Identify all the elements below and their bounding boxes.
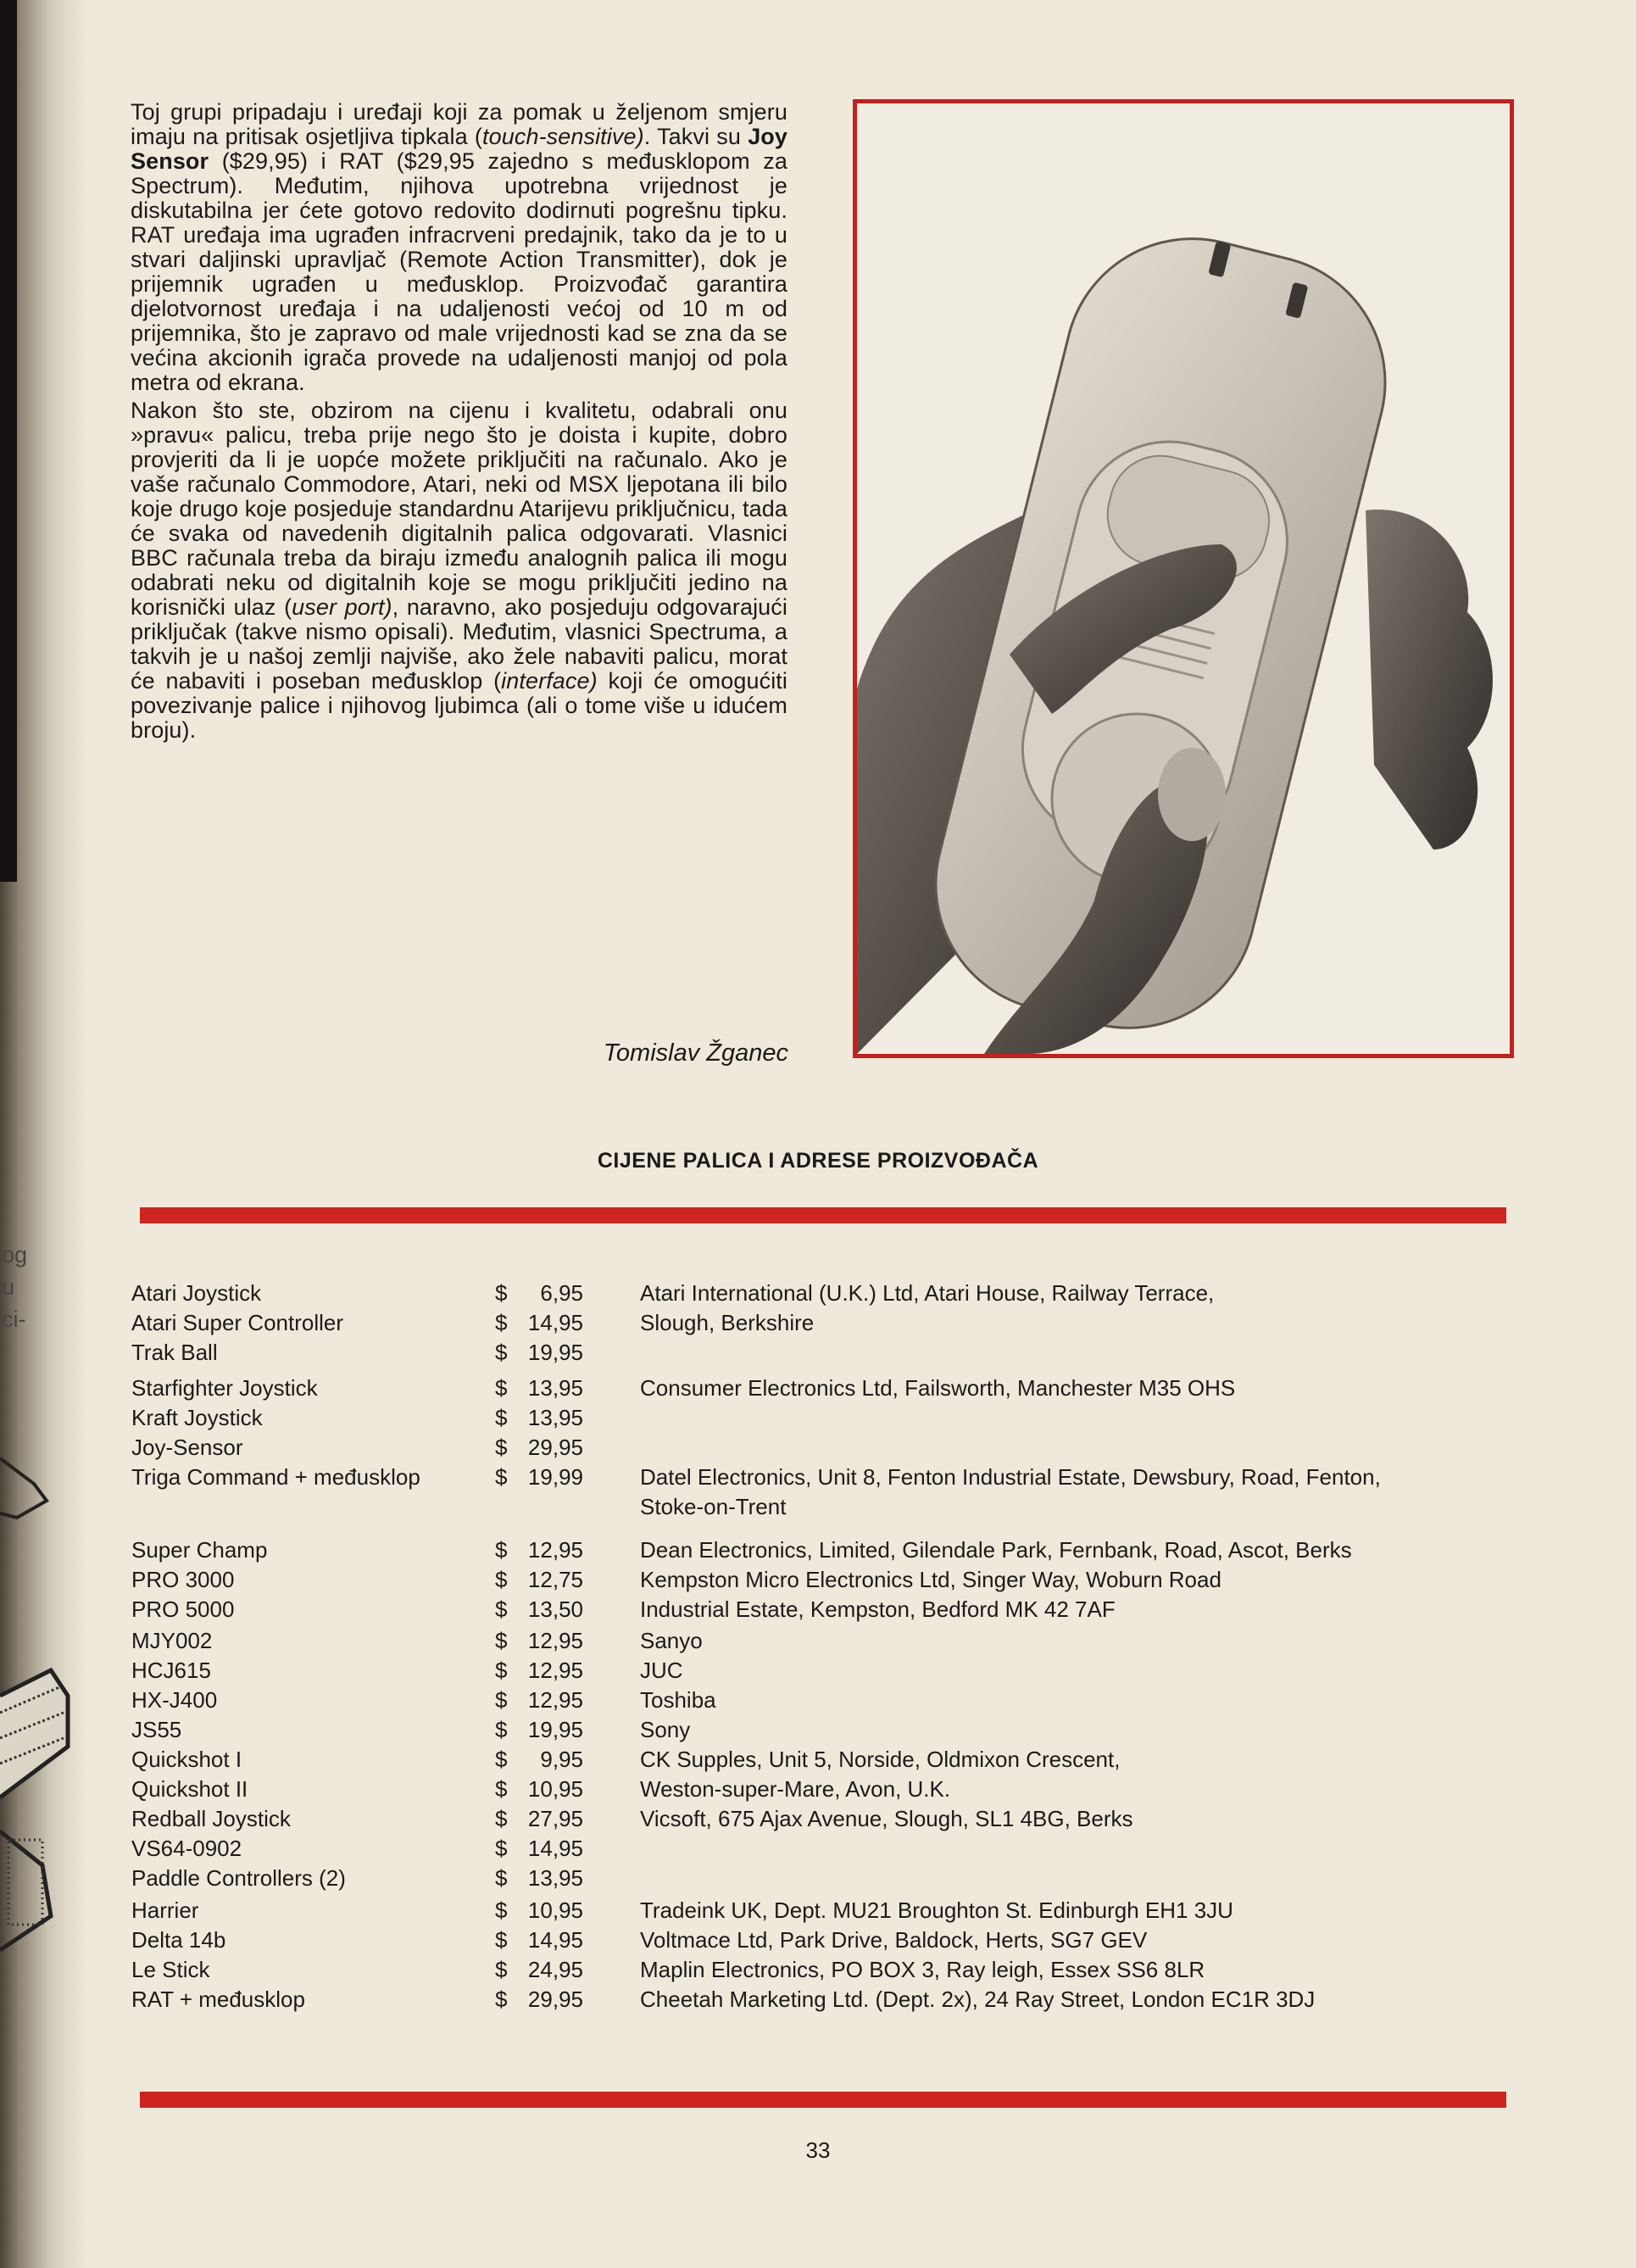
product-name: MJY002: [131, 1628, 213, 1653]
product-price: 14,95: [527, 1927, 583, 1953]
currency-symbol: $: [495, 1927, 508, 1953]
manufacturer-address: Stoke-on-Trent: [640, 1494, 787, 1519]
text-run: user port): [292, 594, 392, 620]
manufacturer-address: Slough, Berkshire: [640, 1310, 815, 1335]
facing-page-fragment-line: ci-: [2, 1307, 26, 1332]
product-price: 10,95: [527, 1897, 583, 1923]
product-name: Quickshot II: [131, 1776, 248, 1802]
manufacturer-address: CK Supples, Unit 5, Norside, Oldmixon Crescent,: [640, 1747, 1121, 1772]
currency-symbol: $: [495, 1957, 508, 1982]
hand-held-controller-image: [857, 103, 1510, 1054]
product-name: Quickshot I: [131, 1747, 242, 1772]
manufacturer-address: Kempston Micro Electronics Ltd, Singer Way, Woburn Road: [640, 1567, 1221, 1592]
text-run: Toj grupi pripadaju i uređaji koji za pomak u željenom smjeru imaju na pritisak osjetljiva tipkala (: [131, 99, 787, 149]
text-run: Joy Sensor: [131, 124, 788, 174]
product-price: 29,95: [527, 1435, 583, 1460]
text-run: koji će omogućiti povezivanje palice i njihovog ljubimca (ali o tome više u idućem broju).: [131, 668, 787, 743]
product-price: 19,99: [527, 1464, 583, 1490]
product-price: 12,95: [527, 1628, 583, 1653]
currency-symbol: $: [495, 1464, 508, 1490]
product-name: Atari Super Controller: [131, 1310, 343, 1335]
product-name: Kraft Joystick: [131, 1405, 263, 1430]
manufacturer-address: Industrial Estate, Kempston, Bedford MK 42 7AF: [640, 1597, 1116, 1622]
product-price: 29,95: [527, 1987, 583, 2012]
product-price: 12,75: [527, 1567, 583, 1592]
product-name: Starfighter Joystick: [131, 1375, 318, 1401]
article-paragraph: [131, 100, 787, 395]
product-price: 19,95: [527, 1340, 583, 1365]
page-number: 33: [805, 2137, 831, 2163]
product-price: 6,95: [540, 1280, 583, 1306]
currency-symbol: $: [495, 1375, 508, 1401]
product-name: HCJ615: [131, 1658, 211, 1683]
product-price: 13,95: [527, 1405, 583, 1430]
currency-symbol: $: [495, 1310, 508, 1335]
product-name: Super Champ: [131, 1537, 268, 1563]
text-run: touch-sensitive): [482, 124, 644, 149]
product-name: Harrier: [131, 1897, 199, 1923]
currency-symbol: $: [495, 1747, 508, 1772]
manufacturer-address: Maplin Electronics, PO BOX 3, Ray leigh, Essex SS6 8LR: [640, 1957, 1205, 1982]
table-top-rule: [140, 1207, 1506, 1223]
text-run: . Takvi su: [643, 124, 748, 149]
product-name: RAT + međusklop: [131, 1987, 305, 2012]
product-price: 27,95: [527, 1806, 583, 1831]
product-price: 9,95: [540, 1747, 583, 1772]
product-name: Paddle Controllers (2): [131, 1865, 346, 1891]
manufacturer-address: Atari International (U.K.) Ltd, Atari House, Railway Terrace,: [640, 1280, 1215, 1306]
article-author: Tomislav Žganec: [603, 1039, 788, 1067]
facing-page-edge: [0, 0, 17, 882]
facing-page-fragment-line: u: [2, 1274, 15, 1300]
product-price: 13,50: [527, 1597, 583, 1622]
manufacturer-address: Vicsoft, 675 Ajax Avenue, Slough, SL1 4BG, Berks: [640, 1806, 1133, 1831]
currency-symbol: $: [495, 1628, 508, 1653]
product-price: 19,95: [527, 1717, 583, 1742]
currency-symbol: $: [495, 1280, 508, 1306]
currency-symbol: $: [495, 1836, 508, 1861]
currency-symbol: $: [495, 1987, 508, 2012]
product-price: 12,95: [527, 1687, 583, 1713]
manufacturer-address: Toshiba: [640, 1687, 716, 1713]
table-title: CIJENE PALICA I ADRESE PROIZVOĐAČA: [597, 1149, 1039, 1173]
currency-symbol: $: [495, 1776, 508, 1802]
product-price: 12,95: [527, 1537, 583, 1563]
facing-page-illustration: [0, 1441, 85, 2035]
text-run: interface): [501, 668, 598, 694]
currency-symbol: $: [495, 1717, 508, 1742]
text-run: Nakon što ste, obzirom na cijenu i kvalitetu, odabrali onu »pravu« palicu, treba prije nego što je doista i kupite, dobro provjeriti da li je uopće možete priključiti na računalo. Ako je vaše računalo Commodore, Atari, neki od MSX ljepotana ili bilo koje drugo koje posjeduje standardnu Atarijevu priključnicu, tada će svaka od navedenih digitalnih palica odgovarati. Vlasnici BBC računala treba da biraju između analognih palica ili mogu odabrati neku od digitalnih koje se mogu priključiti jedino na korisnički ulaz (: [131, 398, 787, 620]
product-price: 12,95: [527, 1658, 583, 1683]
product-price: 13,95: [527, 1865, 583, 1891]
product-name: Trak Ball: [131, 1340, 218, 1365]
product-price: 14,95: [527, 1310, 583, 1335]
manufacturer-address: Weston-super-Mare, Avon, U.K.: [640, 1776, 951, 1802]
product-name: Joy-Sensor: [131, 1435, 243, 1460]
manufacturer-address: Tradeink UK, Dept. MU21 Broughton St. Edinburgh EH1 3JU: [640, 1897, 1233, 1923]
manufacturer-address: Cheetah Marketing Ltd. (Dept. 2x), 24 Ray Street, London EC1R 3DJ: [640, 1987, 1316, 2012]
currency-symbol: $: [495, 1567, 508, 1592]
currency-symbol: $: [495, 1435, 508, 1460]
article-paragraph: [131, 398, 787, 743]
table-bottom-rule: [140, 2092, 1506, 2108]
product-name: Le Stick: [131, 1957, 210, 1982]
manufacturer-address: Datel Electronics, Unit 8, Fenton Industrial Estate, Dewsbury, Road, Fenton,: [640, 1464, 1381, 1490]
product-name: Delta 14b: [131, 1927, 226, 1953]
product-name: Atari Joystick: [131, 1280, 262, 1306]
currency-symbol: $: [495, 1865, 508, 1891]
product-name: PRO 3000: [131, 1567, 235, 1592]
currency-symbol: $: [495, 1897, 508, 1923]
currency-symbol: $: [495, 1658, 508, 1683]
product-price: 24,95: [527, 1957, 583, 1982]
product-name: VS64-0902: [131, 1836, 242, 1861]
product-price: 14,95: [527, 1836, 583, 1861]
currency-symbol: $: [495, 1806, 508, 1831]
article-body: [131, 100, 787, 746]
product-price: 10,95: [527, 1776, 583, 1802]
product-name: Redball Joystick: [131, 1806, 291, 1831]
currency-symbol: $: [495, 1687, 508, 1713]
currency-symbol: $: [495, 1597, 508, 1622]
currency-symbol: $: [495, 1405, 508, 1430]
text-run: ($29,95) i RAT ($29,95 zajedno s međusklopom za Spectrum). Međutim, njihova upotrebna vrijednost je diskutabilna jer ćete gotovo redovito dodirnuti pogrešnu tipku. RAT uređaja ima ugrađen infracrveni predajnik, tako da je to u stvari daljinski upravljač (Remote Action Transmitter), dok je prijemnik ugrađen u međusklop. Proizvođač garantira djelotvornost uređaja i na udaljenosti većoj od 10 m od prijemnika, što je zapravo od male vrijednosti kad se zna da se većina akcionih igrača provede na udaljenosti manjoj od pola metra od ekrana.: [131, 148, 787, 395]
product-name: Triga Command + međusklop: [131, 1464, 420, 1490]
manufacturer-address: Sony: [640, 1717, 691, 1742]
manufacturer-address: Voltmace Ltd, Park Drive, Baldock, Herts, SG7 GEV: [640, 1927, 1148, 1953]
manufacturer-address: Dean Electronics, Limited, Gilendale Park, Fernbank, Road, Ascot, Berks: [640, 1537, 1352, 1563]
product-name: HX-J400: [131, 1687, 218, 1713]
manufacturer-address: Sanyo: [640, 1628, 703, 1653]
product-price: 13,95: [527, 1375, 583, 1401]
text-run: , naravno, ako posjeduju odgovarajući priključak (takve nismo opisali). Međutim, vlasnici Spectruma, a takvih je u našoj zemlji najviše, ako žele nabaviti palicu, morat će nabaviti i poseban međusklop (: [131, 594, 787, 694]
manufacturer-address: Consumer Electronics Ltd, Failsworth, Manchester M35 OHS: [640, 1375, 1236, 1401]
joystick-photo: [853, 99, 1514, 1058]
currency-symbol: $: [495, 1340, 508, 1365]
product-name: PRO 5000: [131, 1597, 235, 1622]
manufacturer-address: JUC: [640, 1658, 683, 1683]
product-name: JS55: [131, 1717, 182, 1742]
facing-page-fragment-line: og: [2, 1242, 28, 1268]
currency-symbol: $: [495, 1537, 508, 1563]
